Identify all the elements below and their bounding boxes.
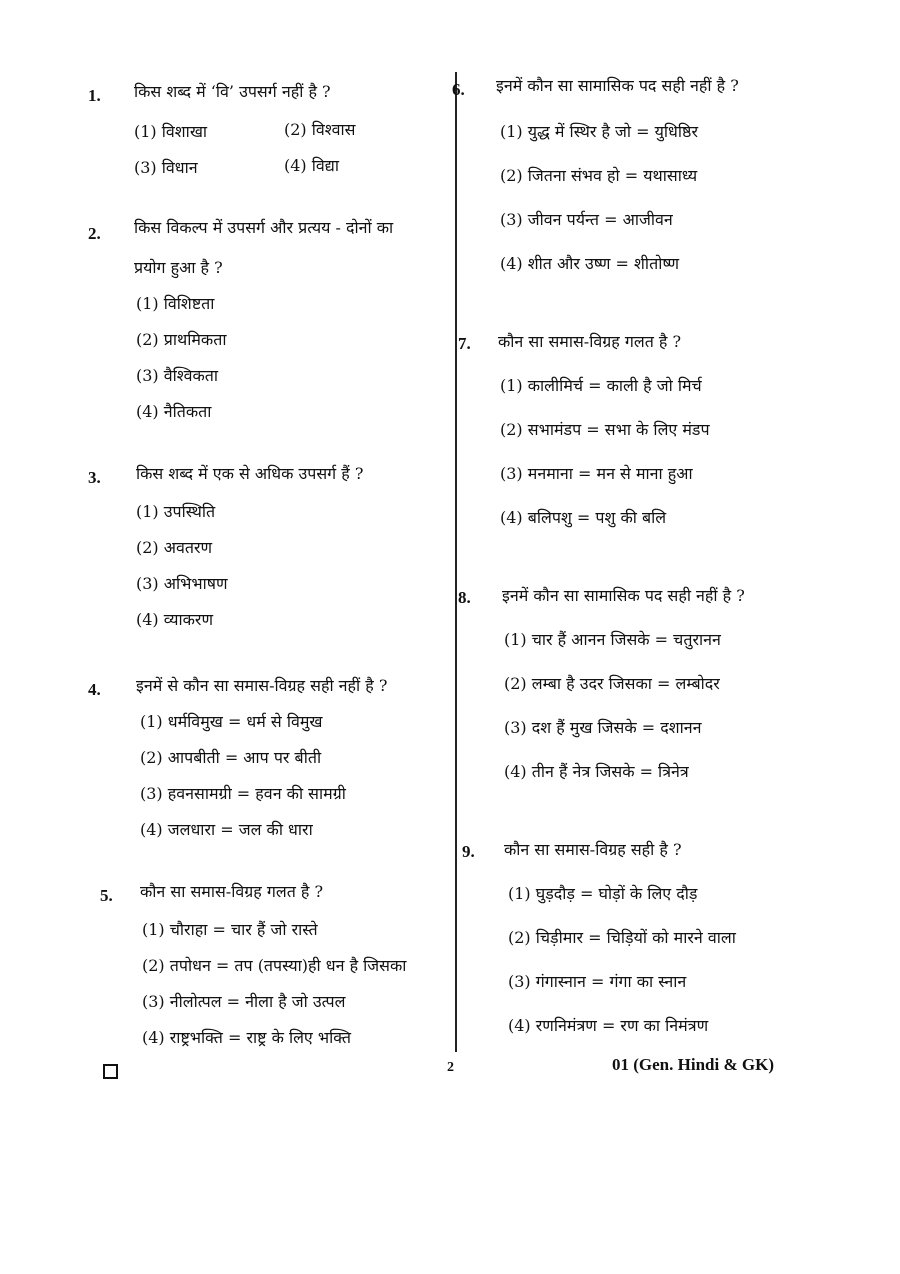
option-3[interactable]: (3) गंगास्नान = गंगा का स्नान xyxy=(508,972,687,991)
option-2[interactable]: (2) विश्वास xyxy=(284,120,356,139)
question-number: 7. xyxy=(458,334,471,353)
option-1[interactable]: (1) चार हैं आनन जिसके = चतुरानन xyxy=(504,630,721,649)
option-3[interactable]: (3) अभिभाषण xyxy=(136,574,228,593)
option-1[interactable]: (1) युद्ध में स्थिर है जो = युधिष्ठिर xyxy=(500,122,699,141)
option-3[interactable]: (3) वैश्विकता xyxy=(136,366,219,385)
registration-square-icon xyxy=(103,1064,118,1079)
question-number: 4. xyxy=(88,680,101,699)
question-text: इनमें कौन सा सामासिक पद सही नहीं है ? xyxy=(496,76,739,95)
option-4[interactable]: (4) रणनिमंत्रण = रण का निमंत्रण xyxy=(508,1016,709,1035)
option-2[interactable]: (2) अवतरण xyxy=(136,538,213,557)
option-1[interactable]: (1) विशिष्टता xyxy=(136,294,215,313)
paper-code: 01 (Gen. Hindi & GK) xyxy=(612,1055,774,1074)
option-4[interactable]: (4) जलधारा = जल की धारा xyxy=(140,820,313,839)
question-text: किस शब्द में एक से अधिक उपसर्ग हैं ? xyxy=(136,464,364,483)
option-2[interactable]: (2) तपोधन = तप (तपस्या)ही धन है जिसका xyxy=(142,956,407,975)
column-divider xyxy=(455,72,457,1052)
option-2[interactable]: (2) चिड़ीमार = चिड़ियों को मारने वाला xyxy=(508,928,736,947)
option-3[interactable]: (3) जीवन पर्यन्त = आजीवन xyxy=(500,210,673,229)
question-text: कौन सा समास-विग्रह सही है ? xyxy=(504,840,682,859)
question-number: 1. xyxy=(88,86,101,105)
option-4[interactable]: (4) राष्ट्रभक्ति = राष्ट्र के लिए भक्ति xyxy=(142,1028,351,1047)
option-1[interactable]: (1) धर्मविमुख = धर्म से विमुख xyxy=(140,712,323,731)
option-2[interactable]: (2) सभामंडप = सभा के लिए मंडप xyxy=(500,420,710,439)
question-number: 5. xyxy=(100,886,113,905)
question-text: किस शब्द में ‘वि’ उपसर्ग नहीं है ? xyxy=(134,82,331,101)
option-1[interactable]: (1) विशाखा xyxy=(134,122,208,141)
question-number: 8. xyxy=(458,588,471,607)
option-4[interactable]: (4) तीन हैं नेत्र जिसके = त्रिनेत्र xyxy=(504,762,689,781)
option-1[interactable]: (1) चौराहा = चार हैं जो रास्ते xyxy=(142,920,318,939)
option-4[interactable]: (4) बलिपशु = पशु की बलि xyxy=(500,508,667,527)
question-text: इनमें कौन सा सामासिक पद सही नहीं है ? xyxy=(502,586,745,605)
question-number: 2. xyxy=(88,224,101,243)
question-number: 3. xyxy=(88,468,101,487)
option-3[interactable]: (3) नीलोत्पल = नीला है जो उत्पल xyxy=(142,992,346,1011)
option-3[interactable]: (3) मनमाना = मन से माना हुआ xyxy=(500,464,693,483)
option-4[interactable]: (4) शीत और उष्ण = शीतोष्ण xyxy=(500,254,680,273)
option-4[interactable]: (4) विद्या xyxy=(284,156,340,175)
page-number: 2 xyxy=(447,1060,454,1075)
option-2[interactable]: (2) जितना संभव हो = यथासाध्य xyxy=(500,166,698,185)
question-number: 9. xyxy=(462,842,475,861)
question-text: कौन सा समास-विग्रह गलत है ? xyxy=(140,882,324,901)
option-1[interactable]: (1) कालीमिर्च = काली है जो मिर्च xyxy=(500,376,702,395)
option-1[interactable]: (1) घुड़दौड़ = घोड़ों के लिए दौड़ xyxy=(508,884,698,903)
question-number: 6. xyxy=(452,80,465,99)
question-text: इनमें से कौन सा समास-विग्रह सही नहीं है ? xyxy=(136,676,388,695)
question-text: किस विकल्प में उपसर्ग और प्रत्यय - दोनों का xyxy=(134,218,394,237)
option-2[interactable]: (2) लम्बा है उदर जिसका = लम्बोदर xyxy=(504,674,720,693)
option-3[interactable]: (3) दश हैं मुख जिसके = दशानन xyxy=(504,718,702,737)
option-4[interactable]: (4) व्याकरण xyxy=(136,610,214,629)
option-3[interactable]: (3) हवनसामग्री = हवन की सामग्री xyxy=(140,784,346,803)
option-3[interactable]: (3) विधान xyxy=(134,158,198,177)
question-text-line-2: प्रयोग हुआ है ? xyxy=(134,258,223,277)
option-2[interactable]: (2) आपबीती = आप पर बीती xyxy=(140,748,322,767)
question-text: कौन सा समास-विग्रह गलत है ? xyxy=(498,332,682,351)
option-2[interactable]: (2) प्राथमिकता xyxy=(136,330,227,349)
option-1[interactable]: (1) उपस्थिति xyxy=(136,502,216,521)
option-4[interactable]: (4) नैतिकता xyxy=(136,402,212,421)
